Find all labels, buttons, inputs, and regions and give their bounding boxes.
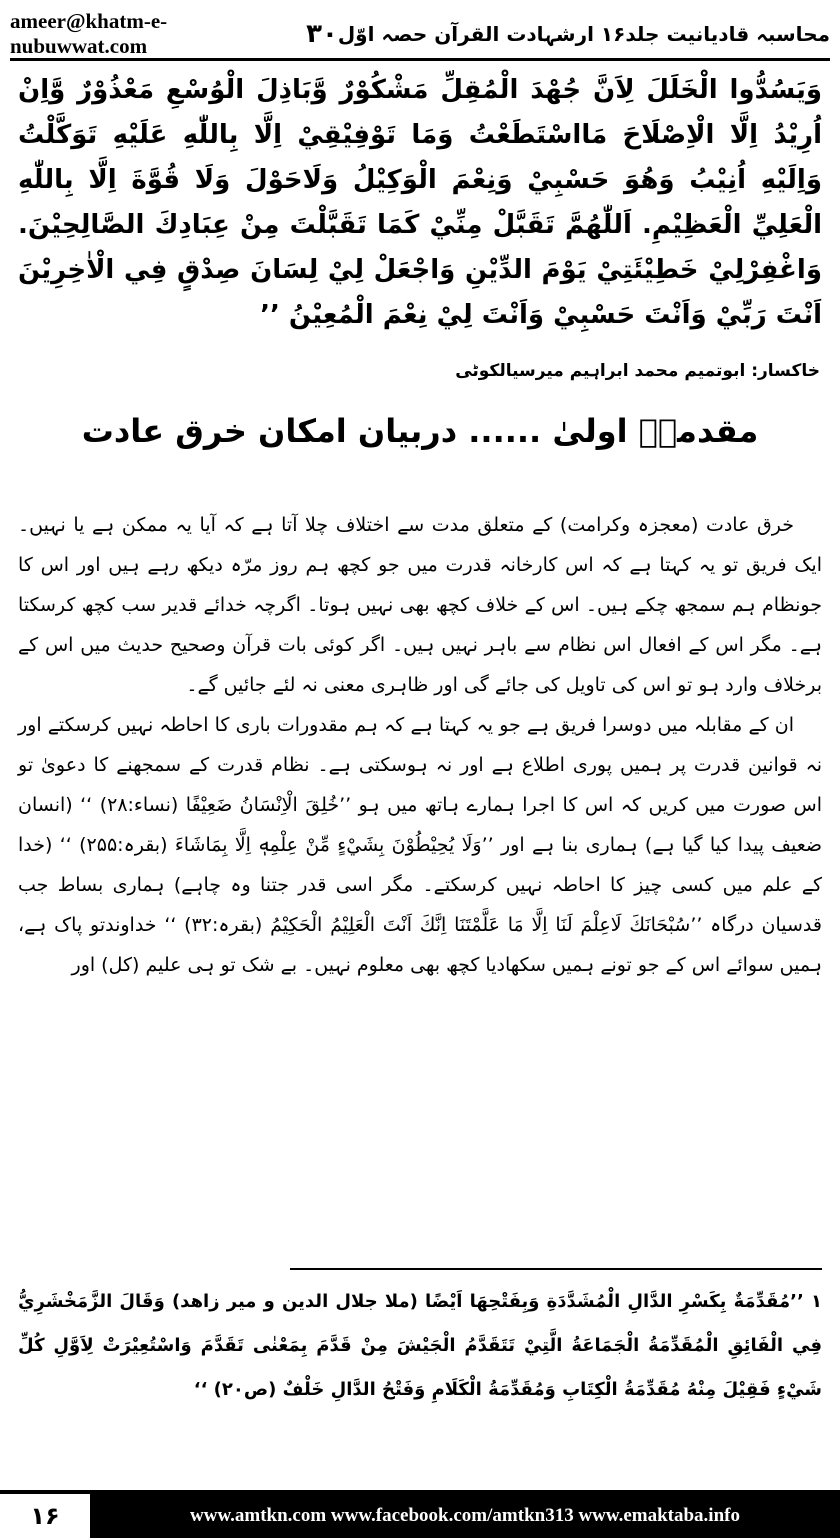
header-book-title: محاسبہ قادیانیت جلد۱۶ ارشہادت القرآن حصہ اوّل <box>337 22 830 46</box>
footnote: ۱ ’’مُقَدِّمَةٌ بِكَسْرِ الدَّالِ الْمُشَدَّدَةِ وَبِفَتْحِهَا اَيْضًا (ملا جلال الدين و مير زاهد) وَقَالَ الزَّمَخْشَرِيُّ فِي الْفَائِقِ الْمُقَدِّمَةُ الْجَمَاعَةُ الَّتِيْ تَتَقَدَّمُ الْجَيْشَ مِنْ قَدَّمَ بِمَعْنٰى تَقَدَّمَ وَاسْتُعِيْرَتْ لِاَوَّلِ كُلِّ شَيْءٍ فَقِيْلَ مِنْهُ مُقَدِّمَةُ الْكِتَابِ وَمُقَدِّمَةُ الْكَلَامِ وَفَتْحُ الدَّالِ خَلْفٌ (ص۲۰) ‘‘ <box>18 1291 822 1400</box>
paragraph: خرق عادت (معجزہ وکرامت) کے متعلق مدت سے اختلاف چلا آتا ہے کہ آیا یہ ممکن ہے یا نہیں۔ ایک فریق تو یہ کہتا ہے کہ اس کارخانہ قدرت میں جو کچھ ہم روز مرّہ دیکھ رہے ہیں اور اس کا جونظام ہم سمجھ چکے ہیں۔ اس کے خلاف کچھ بھی نہیں ہوتا۔ اگرچہ خدائے قدیر سب کچھ کرسکتا ہے۔ مگر اس کے افعال اس نظام سے باہر نہیں ہیں۔ اگر کوئی بات قرآن وصحیح حدیث میں اس کے برخلاف وارد ہو تو اس کی تاویل کی جائے گی اور ظاہری معنی نہ لئے جائیں گے۔ <box>18 514 822 696</box>
page-footer <box>0 1490 840 1538</box>
page-header <box>10 9 830 58</box>
header-email: ameer@khatm-e-nubuwwat.com <box>10 9 168 58</box>
footer-websites: www.amtkn.com www.facebook.com/amtkn313 www.emaktaba.info <box>90 1494 840 1538</box>
header-divider <box>10 58 830 61</box>
body-text <box>18 505 822 985</box>
header-page-number: ۳۰ <box>306 19 338 49</box>
footnote-divider <box>290 1268 822 1270</box>
section-heading: مقدمہؔ اولیٰ ...... دربیان امکان خرق عادت <box>81 412 759 450</box>
paragraph: ان کے مقابلہ میں دوسرا فریق ہے جو یہ کہتا ہے کہ ہم مقدورات باری کا احاطہ نہیں کرسکتے اور نہ قوانین قدرت پر ہمیں پوری اطلاع ہے اور نہ ہوسکتی ہے۔ نظام قدرت کے سمجھنے کا دعویٰ تو اس صورت میں کریں کہ اس کا اجرا ہمارے ہاتھ میں ہو ’’خُلِقَ الْاِنْسَانُ ضَعِيْفًا (نساء:۲۸) ‘‘ (انسان ضعیف پیدا کیا گیا ہے) ہماری بنا ہے اور ’’وَلَا يُحِيْطُوْنَ بِشَيْءٍ مِّنْ عِلْمِهٖ اِلَّا بِمَاشَاءَ (بقرہ:۲۵۵) ‘‘ (خدا کے علم میں کسی چیز کا احاطہ نہیں کرسکتے۔ مگر اسی قدر جتنا وہ چاہے) ہماری بساط جب قدسیان درگاہ ’’سُبْحَانَكَ لَاعِلْمَ لَنَا اِلَّا مَا عَلَّمْتَنَا اِنَّكَ اَنْتَ الْعَلِيْمُ الْحَكِيْمُ (بقرہ:۳۲) ‘‘ خداوندتو پاک ہے، ہمیں سوائے اس کے جو تونے ہمیں سکھادیا کچھ بھی معلوم نہیں۔ بے شک تو ہی علیم (کل) اور <box>18 714 822 976</box>
arabic-supplication: وَيَسُدُّوا الْخَلَلَ لِاَنَّ جُهْدَ الْمُقِلِّ مَشْكُوْرٌ وَّبَاذِلَ الْوُسْعِ مَعْذُوْرٌ وَّاِنْ اُرِيْدُ اِلَّا الْاِصْلَاحَ مَااسْتَطَعْتُ وَمَا تَوْفِيْقِيْ اِلَّا بِاللّٰهِ عَلَيْهِ تَوَكَّلْتُ وَاِلَيْهِ اُنِيْبُ وَهُوَ حَسْبِيْ وَنِعْمَ الْوَكِيْلُ وَلَاحَوْلَ وَلَا قُوَّةَ اِلَّا بِاللّٰهِ الْعَلِيِّ الْعَظِيْمِ. اَللّٰهُمَّ تَقَبَّلْ مِنِّيْ كَمَا تَقَبَّلْتَ مِنْ عِبَادِكَ الصَّالِحِيْنَ. وَاغْفِرْلِيْ خَطِيْئَتِيْ يَوْمَ الدِّيْنِ وَاجْعَلْ لِيْ لِسَانَ صِدْقٍ فِي الْاٰخِرِيْنَ اَنْتَ رَبِّيْ وَاَنْتَ حَسْبِيْ وَاَنْتَ لِيْ نِعْمَ الْمُعِيْنُ ’’ <box>18 75 822 330</box>
footer-folio: ۱۶ <box>0 1494 90 1538</box>
author-signature: خاکسار: ابوتمیم محمد ابراہیم میرسیالکوٹی <box>455 361 820 381</box>
header-left <box>10 9 338 59</box>
